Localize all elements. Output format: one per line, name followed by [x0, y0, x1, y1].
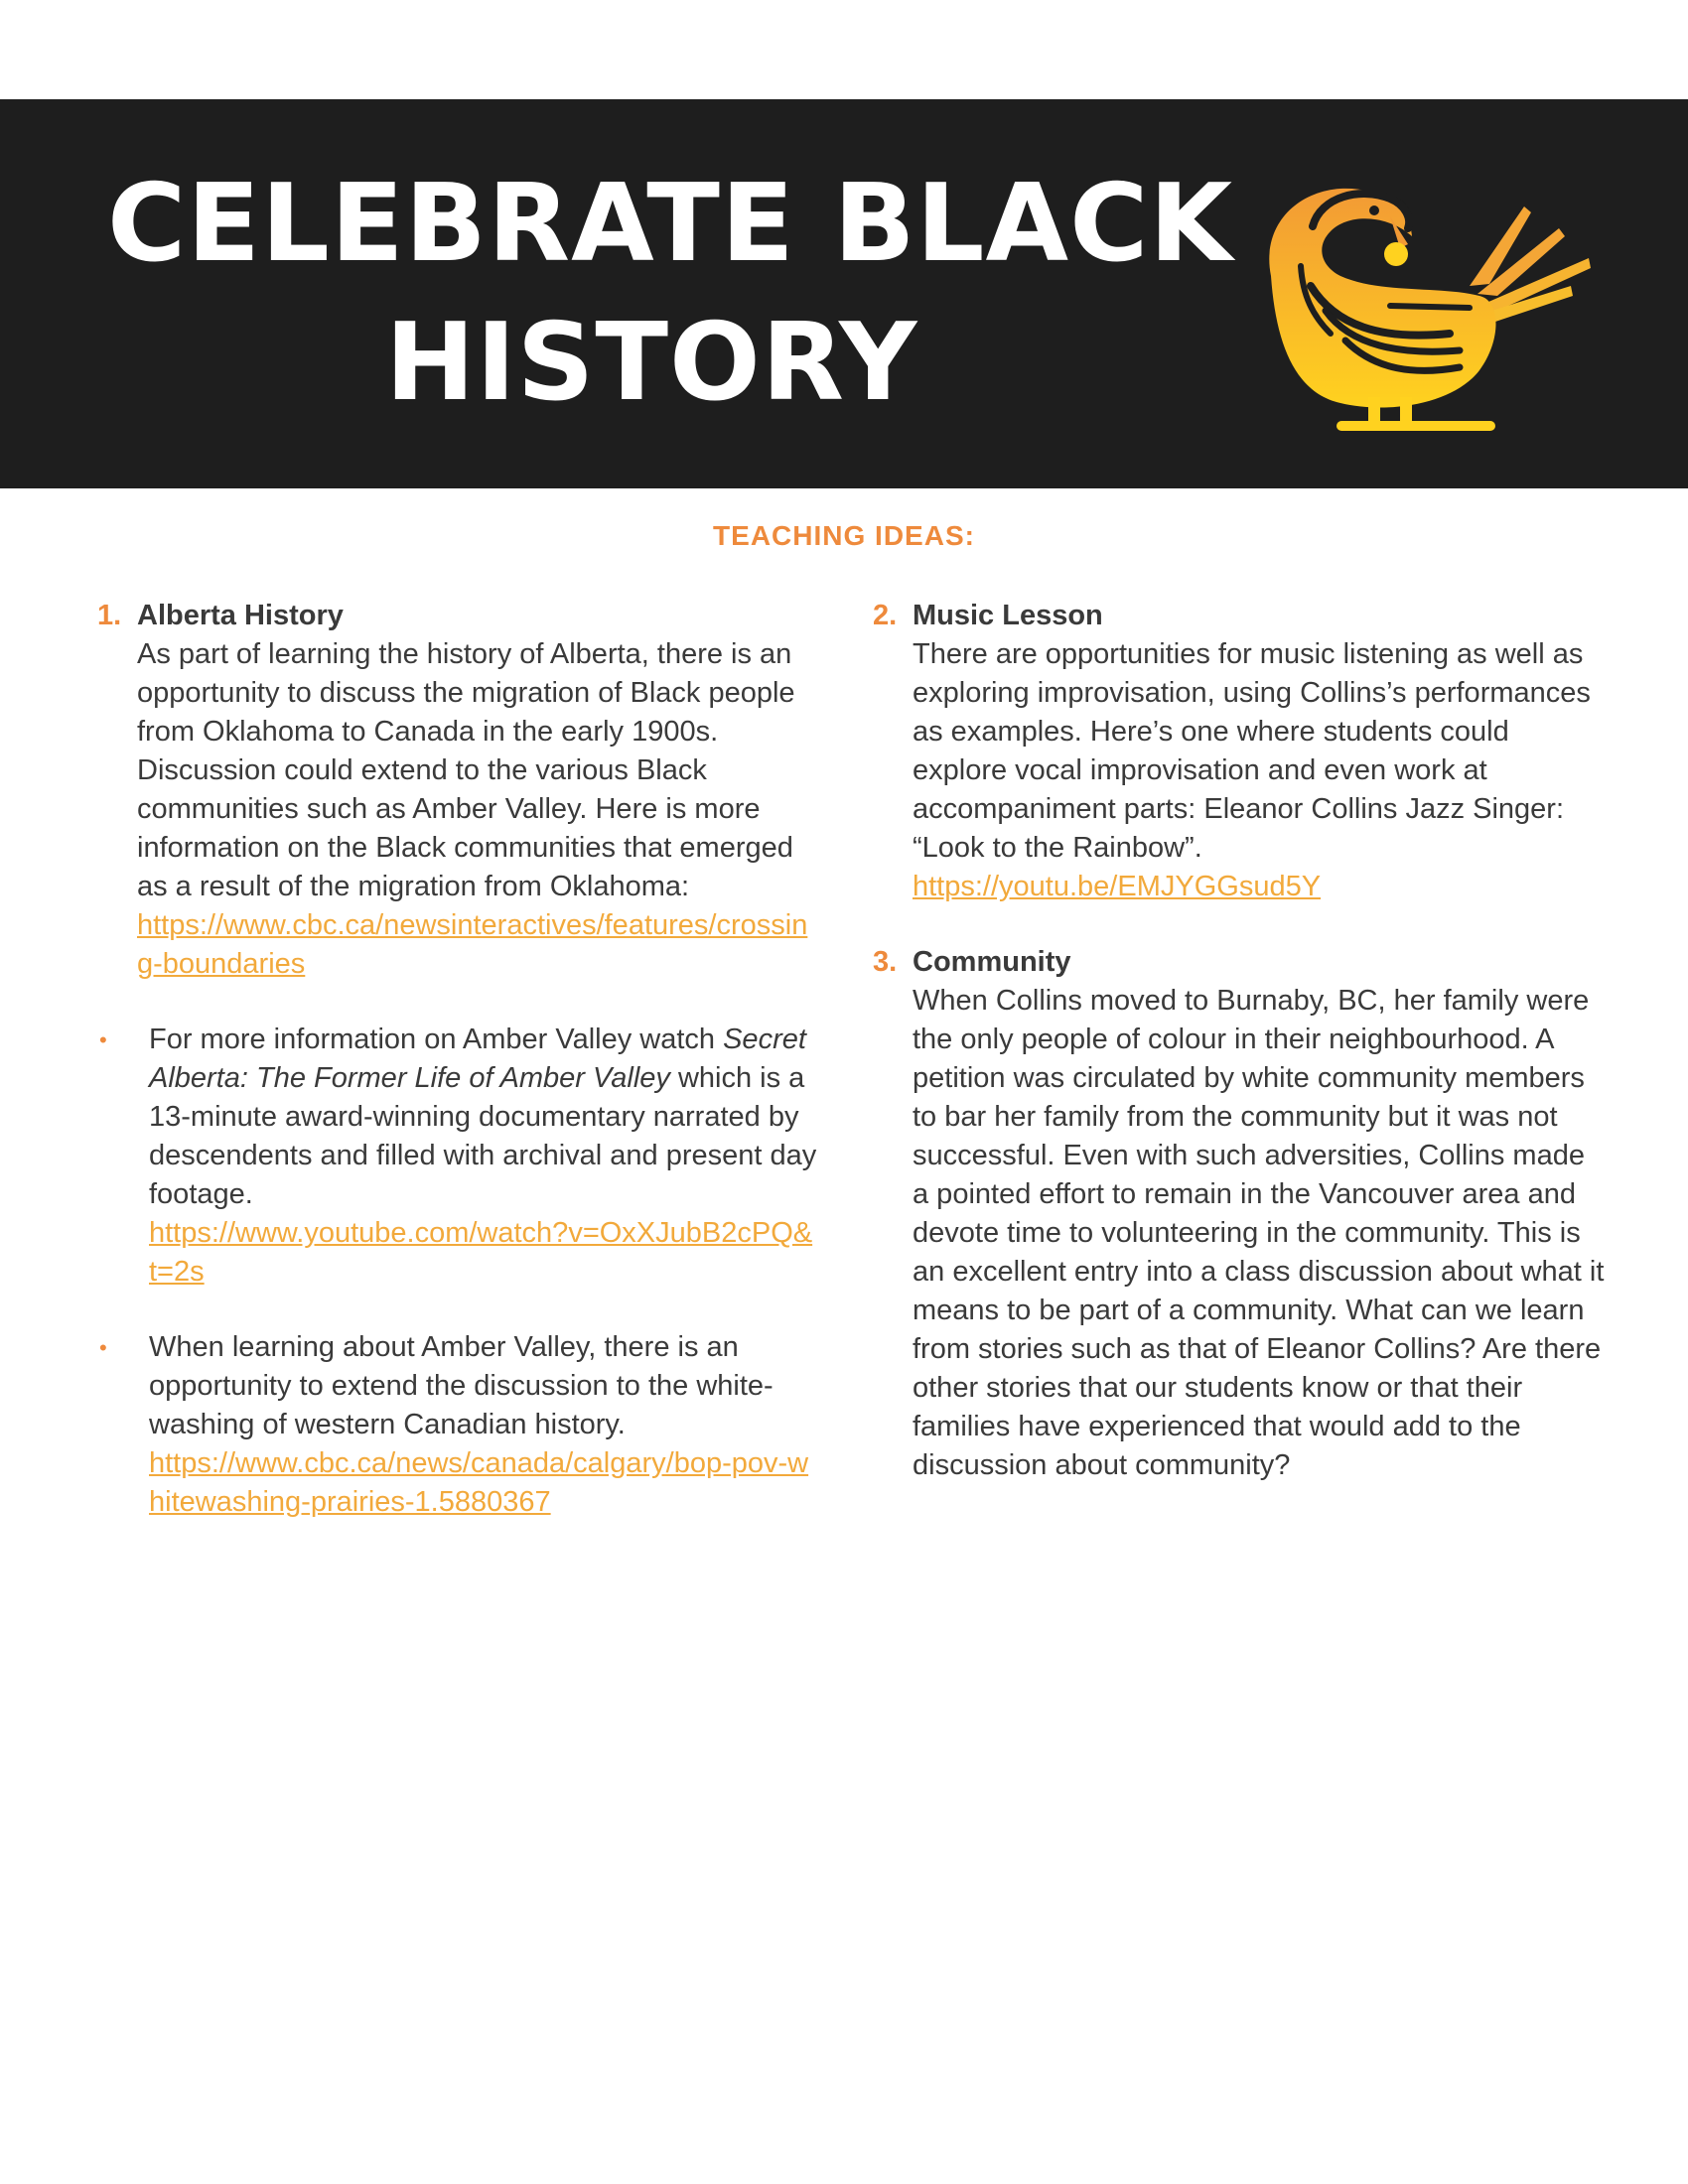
- bullet-marker: •: [99, 1335, 107, 1360]
- crossing-boundaries-link[interactable]: https://www.cbc.ca/newsinteractives/features/crossing-boundaries: [137, 909, 808, 980]
- bullet-whitewashing: [97, 1328, 820, 1522]
- documentary-title: Secret Alberta: The Former Life of Amber Valley: [149, 1024, 806, 1094]
- bullet-amber-valley-documentary: [97, 1021, 820, 1292]
- idea-number: 2.: [873, 600, 898, 631]
- bullet-marker: •: [99, 1027, 107, 1052]
- left-column: [97, 597, 820, 1522]
- idea-community: [873, 943, 1608, 1485]
- idea-body: As part of learning the history of Alberta, there is an opportunity to discuss the migration of Black people from Oklahoma to Canada in the early 1900s. Discussion could extend to the various Black communities such as Amber Valley. Here is more information on the Black communities that emerged as a result of the migration from Oklahoma:: [137, 638, 795, 902]
- idea-music-lesson: [873, 597, 1608, 906]
- right-column: [873, 597, 1608, 1485]
- youtube-documentary-link[interactable]: https://www.youtube.com/watch?v=OxXJubB2cPQ&t=2s: [149, 1217, 813, 1288]
- idea-alberta-history: [97, 597, 820, 984]
- idea-title: Community: [913, 946, 1071, 978]
- bullet-text-continued: which is a 13-minute award-winning documentary narrated by descendents and filled with archival and present day footage.: [149, 1062, 817, 1210]
- idea-title: Alberta History: [137, 600, 344, 631]
- bullet-text: For more information on Amber Valley watch: [149, 1024, 724, 1055]
- bullet-text: When learning about Amber Valley, there is an opportunity to extend the discussion to the white-washing of western Canadian history.: [149, 1331, 774, 1440]
- page-title-line-2: HISTORY: [385, 301, 918, 425]
- whitewashing-prairies-link[interactable]: https://www.cbc.ca/news/canada/calgary/bop-pov-whitewashing-prairies-1.5880367: [149, 1447, 809, 1518]
- sankofa-bird-icon: [1241, 167, 1599, 435]
- idea-number: 1.: [97, 600, 122, 631]
- idea-body: When Collins moved to Burnaby, BC, her family were the only people of colour in their neighbourhood. A petition was circulated by white community members to bar her family from the community but it was not successful. Even with such adversities, Collins made a pointed effort to remain in the Vancouver area and devote time to volunteering in the community. This is an excellent entry into a class discussion about what it means to be part of a community. What can we learn from stories such as that of Eleanor Collins? Are there other stories that our students know or that their families have experienced that would add to the discussion about community?: [913, 985, 1605, 1481]
- page-title-line-1: CELEBRATE BLACK: [107, 162, 1234, 286]
- idea-number: 3.: [873, 946, 898, 978]
- section-heading: TEACHING IDEAS:: [713, 520, 975, 551]
- look-to-the-rainbow-link[interactable]: https://youtu.be/EMJYGGsud5Y: [913, 871, 1322, 902]
- idea-body: There are opportunities for music listening as well as exploring improvisation, using Collins’s performances as examples. Here’s one where students could explore vocal improvisation and even work at accompaniment parts: Eleanor Collins Jazz Singer: “Look to the Rainbow”.: [913, 638, 1591, 864]
- idea-title: Music Lesson: [913, 600, 1103, 631]
